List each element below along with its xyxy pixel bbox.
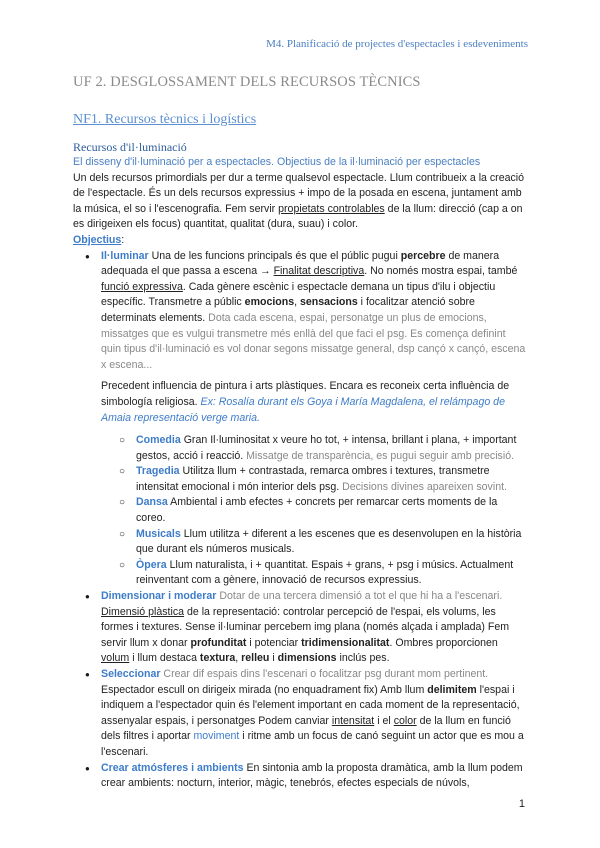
document-header: M4. Planificació de projectes d'espectacles i esdeveniments [266, 38, 528, 50]
list-item-tragedia: ○ Tragedia Utilitza llum + contrastada, remarca ombres i textures, transmetre intensitat emocional i món interior dels psg. Decisions divines apareixen sovint. [101, 464, 528, 495]
objectives-list [73, 249, 528, 792]
objectius-heading: Objectius: [73, 233, 125, 246]
genre-list [101, 433, 528, 589]
intro-paragraph: Un dels recursos primordials per dur a terme qualsevol espectacle. Llum contribueix a la creació de l'espectacle. És un dels recursos expressius + impo de la posada en escena, juntament amb la música, el so i l'escenografia. Fem servir propietats controlables de la llum: direcció (cap a on es dirigeixen els focus) quantitat, qualitat (dura, suau) i color. [73, 171, 525, 231]
design-subtitle: El disseny d'il·luminació per a espectacles. Objectius de la il·luminació per espectacles [73, 156, 481, 168]
list-item-seleccionar: ● Seleccionar Crear dif espais dins l'escenari o focalitzar psg durant mom pertinent. Espectador escull on dirigeix mirada (no enquadrament fix) Amb llum delimitem l'espai i indiquem a l'espectador quin és l'element important en cada moment de la representació, assenyalar espais, i personatges Podem canviar intensitat i el color de la llum en funció dels filtres i aportar moviment i ritme amb un focus de canó seguint un actor que es mou a l'escenari. [73, 667, 528, 761]
list-item-atmosferes: ● Crear atmósferes i ambients En sintonia amb la proposta dramàtica, amb la llum podem crear ambients: nocturn, interior, màgic, tenebrós, efectes especials de núvols, [73, 761, 528, 792]
nf-title: NF1. Recursos tècnics i logístics [73, 112, 257, 127]
list-item-illuminar: ● Il·luminar Una de les funcions principals és que el públic pugui percebre de manera adequada el que passa a escena → Finalitat descriptiva. No només mostra espai, també funció expressiva. Cada gènere escènic i espectacle demana un tipus d'ilu i objectiu específic. Transmetre a públic emocions, sensacions i focalitzar atenció sobre determinats elements. Dota cada escena, espai, personatge un plus de emocions, missatges que es vulgui transmetre més enllà del que faci el psg. Es comença definint quin tipus d'il·luminació es vol donar segons missatge general, dsp cançó x cançó, escena x escena... Precedent influencia de pintura i arts plàstiques. Encara es reconeix certa influència de simbología religiosa. Ex: Rosalía durant els Goya i María Magdalena, el relámpago de Amaia representació verge maria. ○ Comedia Gran Il·luminositat x veure ho tot, + intensa, brillant i plana, + important gestos, acció i reacció. Missatge de transparència, es pugui seguir amb precisió. ○ Tragedia Utilitza llum + contrastada, remarca ombres i textures, transmetre intensitat emocional i món interior dels psg. Decisions divines apareixen sovint. ○ Dansa Ambiental i amb efectes + concrets per remarcar certs moments de la coreo. ○ Musicals Llum utilitza + diferent a les escenes que es desenvolupen en la història que durant els números musicals. ○ Òpera Llum naturalista, i + quantitat. Espais + grans, + psg i músics. Actualment reinventant com a gènere, innovació de recursos expressius. [73, 249, 528, 589]
list-item-dimensionar: ● Dimensionar i moderar Dotar de una tercera dimensió a tot el que hi ha a l'escenari. Dimensió plàstica de la representació: controlar percepció de l'espai, els volums, les formes i textures. Sense il·luminar percebem img plana (només alçada i amplada) Fem servir llum x donar profunditat i potenciar tridimensionalitat. Ombres proporcionen volum i llum destaca textura, relleu i dimensions inclús pes. [73, 589, 528, 667]
list-item-musicals: ○ Musicals Llum utilitza + diferent a les escenes que es desenvolupen en la història que durant els números musicals. [101, 527, 528, 558]
list-item-dansa: ○ Dansa Ambiental i amb efectes + concrets per remarcar certs moments de la coreo. [101, 495, 528, 526]
list-item-opera: ○ Òpera Llum naturalista, i + quantitat. Espais + grans, + psg i músics. Actualment reinventant com a gènere, innovació de recursos expressius. [101, 558, 528, 589]
list-item-comedia: ○ Comedia Gran Il·luminositat x veure ho tot, + intensa, brillant i plana, + important gestos, acció i reacció. Missatge de transparència, es pugui seguir amb precisió. [101, 433, 528, 464]
unit-title: UF 2. DESGLOSSAMENT DELS RECURSOS TÈCNICS [73, 74, 421, 90]
page-content [73, 139, 528, 792]
page-number: 1 [518, 798, 525, 810]
section-title: Recursos d'il·luminació [73, 140, 187, 154]
